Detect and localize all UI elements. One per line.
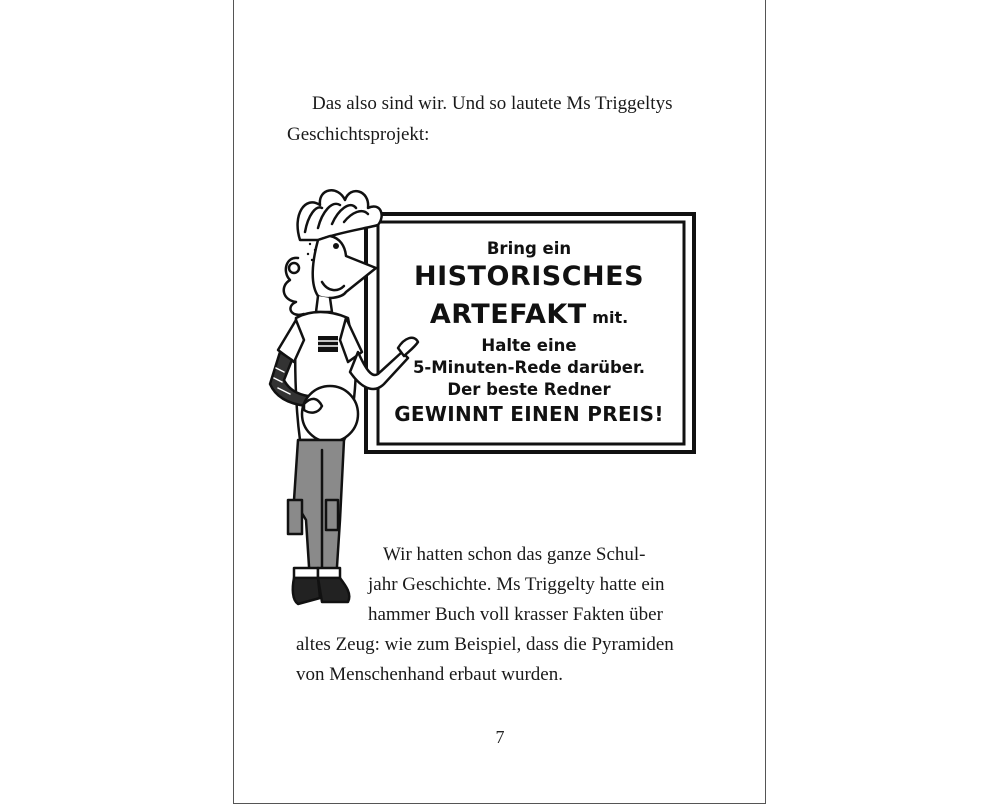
sign-line-3 xyxy=(385,299,673,330)
intro-line-2: Geschichtsprojekt: xyxy=(287,124,430,145)
body-line-1: Wir hatten schon das ganze Schul- xyxy=(383,544,646,565)
sign-line-1: Bring ein xyxy=(486,239,572,258)
body-line-3: hammer Buch voll krasser Fakten über xyxy=(368,604,663,625)
body-line-5: von Menschenhand erbaut wurden. xyxy=(296,664,563,685)
sign-line-2: HISTORISCHES xyxy=(413,261,645,292)
page-number: 7 xyxy=(495,727,505,747)
sign-line-7: GEWINNT EINEN PREIS! xyxy=(394,402,664,426)
sign-line-6: Der beste Redner xyxy=(447,380,611,399)
sign-line-4: Halte eine xyxy=(481,336,577,355)
sign-line-5: 5-Minuten-Rede darüber. xyxy=(412,358,646,377)
body-line-4: altes Zeug: wie zum Beispiel, dass die Pyramiden xyxy=(296,634,674,655)
intro-line-1: Das also sind wir. Und so lautete Ms Triggeltys xyxy=(312,93,673,114)
sign-line-3-small: mit. xyxy=(586,308,629,327)
body-line-2: jahr Geschichte. Ms Triggelty hatte ein xyxy=(368,574,665,595)
sign-line-3-main: ARTEFAKT xyxy=(429,299,587,330)
